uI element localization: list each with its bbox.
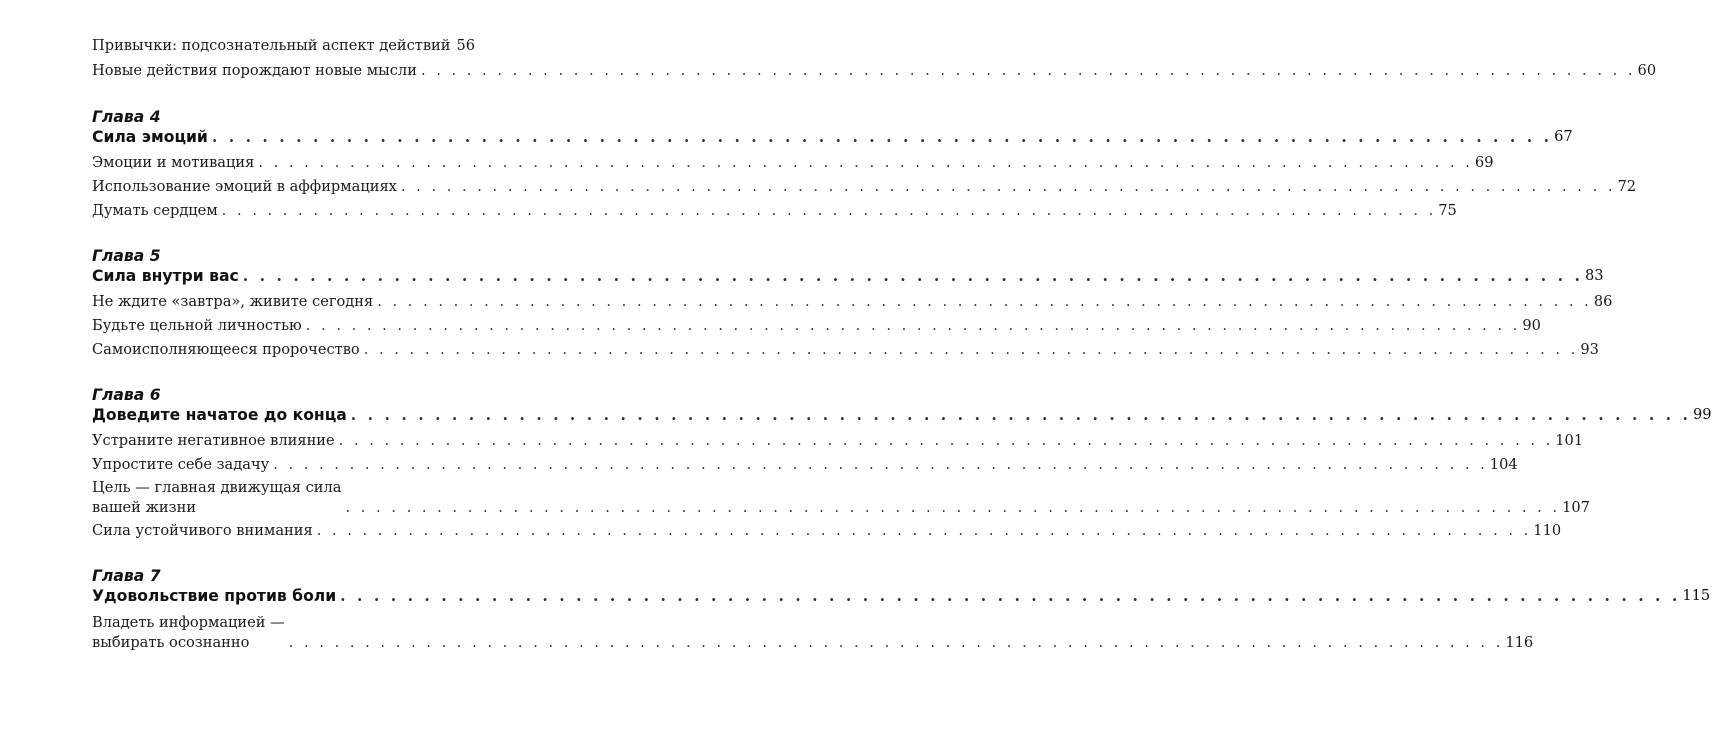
toc-entry[interactable] [92,36,476,56]
toc-entry[interactable] [92,292,1613,312]
dot-leader: . . . . . . . . . . . . . . . . . . . . . . . . . . . . . . . . . . . . . . . . . . . . . . . . . . . . . . . . . . . . . . . . . . . . . . . . . . . . . . . . [340,586,1681,605]
toc-entry-title: Привычки: подсознательный аспект действий [92,37,451,54]
toc-entry[interactable] [92,431,1584,451]
chapter-label: Глава 5 [92,247,161,265]
chapter-page: 83 [1584,267,1604,284]
toc-entry[interactable] [92,340,1599,360]
toc-entry-title: Сила устойчивого внимания [92,522,313,539]
chapter-title-entry[interactable] [92,127,1573,147]
dot-leader: . . . . . . . . . . . . . . . . . . . . . . . . . . . . . . . . . . . . . . . . . . . . . . . . . . . . . . . . . . . . . . . . . . . . . . . . . . . . . . . . [288,634,1504,651]
dot-leader: . . . . . . . . . . . . . . . . . . . . . . . . . . . . . . . . . . . . . . . . . . . . . . . . . . . . . . . . . . . . . . . . . . . . . . . . . . . . . . . . [273,456,1488,473]
dot-leader: . . . . . . . . . . . . . . . . . . . . . . . . . . . . . . . . . . . . . . . . . . . . . . . . . . . . . . . . . . . . . . . . . . . . . . . . . . . . . . . . [305,317,1521,334]
toc-entry[interactable] [92,455,1518,475]
dot-leader: . . . . . . . . . . . . . . . . . . . . . . . . . . . . . . . . . . . . . . . . . . . . . . . . . . . . . . . . . . . . . . . . . . . . . . . . . . . . . . . . [338,432,1554,449]
toc-entry-title: Не ждите «завтра», живите сегодня [92,293,374,310]
toc-entry-title-line: выбирать осознанно [92,634,250,651]
dot-leader: . . . . . . . . . . . . . . . . . . . . . . . . . . . . . . . . . . . . . . . . . . . . . . . . . . . . . . . . . . . . . . . . . . . . . . . . . . . . . . . . [345,499,1561,516]
dot-leader: . . . . . . . . . . . . . . . . . . . . . . . . . . . . . . . . . . . . . . . . . . . . . . . . . . . . . . . . . . . . . . . . . . . . . . . . . . . . . . . . [350,405,1691,424]
toc-entry-page: 72 [1617,178,1637,195]
toc-entry-page: 60 [1637,62,1657,79]
toc-entry-title: Будьте цельной личностью [92,317,302,334]
toc-entry-title [92,613,285,653]
chapter-label: Глава 6 [92,386,161,404]
toc-entry-title: Эмоции и мотивация [92,154,255,171]
chapter-label: Глава 7 [92,567,161,585]
toc-entry-page: 90 [1522,317,1541,334]
toc-entry-page: 110 [1533,522,1562,539]
chapter-title: Доведите начатое до конца [92,406,347,424]
toc-entry-title: Думать сердцем [92,202,218,219]
dot-leader: . . . . . . . . . . . . . . . . . . . . . . . . . . . . . . . . . . . . . . . . . . . . . . . . . . . . . . . . . . . . . . . . . . . . . . . . . . . . . . . . [400,178,1616,195]
toc-entry-page: 101 [1555,432,1584,449]
toc-entry[interactable] [92,613,1534,653]
toc-entry-title: Самоисполняющееся пророчество [92,341,360,358]
chapter-title-entry[interactable] [92,586,1711,606]
chapter-title-entry[interactable] [92,405,1712,425]
chapter-page: 115 [1682,587,1711,604]
toc-entry-page: 104 [1489,456,1518,473]
toc-entry[interactable] [92,521,1562,541]
toc-entry-title-line: вашей жизни [92,499,197,516]
chapter-page: 67 [1554,128,1573,145]
toc-entry[interactable] [92,316,1541,336]
dot-leader: . . . . . . . . . . . . . . . . . . . . . . . . . . . . . . . . . . . . . . . . . . . . . . . . . . . . . . . . . . . . . . . . . . . . . . . . . . . . . . . . [221,202,1437,219]
toc-entry-page: 116 [1505,634,1534,651]
toc-entry[interactable] [92,177,1637,197]
toc-entry-title: Новые действия порождают новые мысли [92,62,417,79]
dot-leader: . . . . . . . . . . . . . . . . . . . . . . . . . . . . . . . . . . . . . . . . . . . . . . . . . . . . . . . . . . . . . . . . . . . . . . . . . . . . . . . . [316,522,1532,539]
chapter-title: Удовольствие против боли [92,587,337,605]
dot-leader: . . . . . . . . . . . . . . . . . . . . . . . . . . . . . . . . . . . . . . . . . . . . . . . . . . . . . . . . . . . . . . . . . . . . . . . . . . . . . . . . [420,62,1636,79]
toc-entry-title-line: Владеть информацией — [92,614,285,631]
chapter-title-entry[interactable] [92,266,1604,286]
chapter-page: 99 [1692,406,1712,423]
toc-entry-page: 86 [1593,293,1613,310]
chapter-title: Сила эмоций [92,128,208,146]
chapter-title: Сила внутри вас [92,267,239,285]
chapter-label: Глава 4 [92,108,161,126]
toc-entry-title: Упростите себе задачу [92,456,270,473]
toc-entry[interactable] [92,201,1457,221]
toc-entry-title [92,478,341,518]
dot-leader: . . . . . . . . . . . . . . . . . . . . . . . . . . . . . . . . . . . . . . . . . . . . . . . . . . . . . . . . . . . . . . . . . . . . . . . . . . . . . . . . [211,127,1553,146]
dot-leader: . . . . . . . . . . . . . . . . . . . . . . . . . . . . . . . . . . . . . . . . . . . . . . . . . . . . . . . . . . . . . . . . . . . . . . . . . . . . . . . . [363,341,1579,358]
toc-entry-title: Устраните негативное влияние [92,432,335,449]
toc-entry-page: 107 [1562,499,1590,516]
dot-leader: . . . . . . . . . . . . . . . . . . . . . . . . . . . . . . . . . . . . . . . . . . . . . . . . . . . . . . . . . . . . . . . . . . . . . . . . . . . . . . . . [377,293,1592,310]
dot-leader: . . . . . . . . . . . . . . . . . . . . . . . . . . . . . . . . . . . . . . . . . . . . . . . . . . . . . . . . . . . . . . . . . . . . . . . . . . . . . . . . [242,266,1583,285]
toc-entry[interactable] [92,478,1590,518]
toc-entry[interactable] [92,61,1657,81]
toc-entry-page: 69 [1474,154,1494,171]
toc-entry[interactable] [92,153,1494,173]
dot-leader: . . . . . . . . . . . . . . . . . . . . . . . . . . . . . . . . . . . . . . . . . . . . . . . . . . . . . . . . . . . . . . . . . . . . . . . . . . . . . . . . [258,154,1473,171]
toc-entry-page: 56 [456,37,476,54]
toc-entry-page: 93 [1580,341,1599,358]
toc-entry-title-line: Цель — главная движущая сила [92,479,342,496]
toc-entry-page: 75 [1438,202,1457,219]
toc-entry-title: Использование эмоций в аффирмациях [92,178,397,195]
